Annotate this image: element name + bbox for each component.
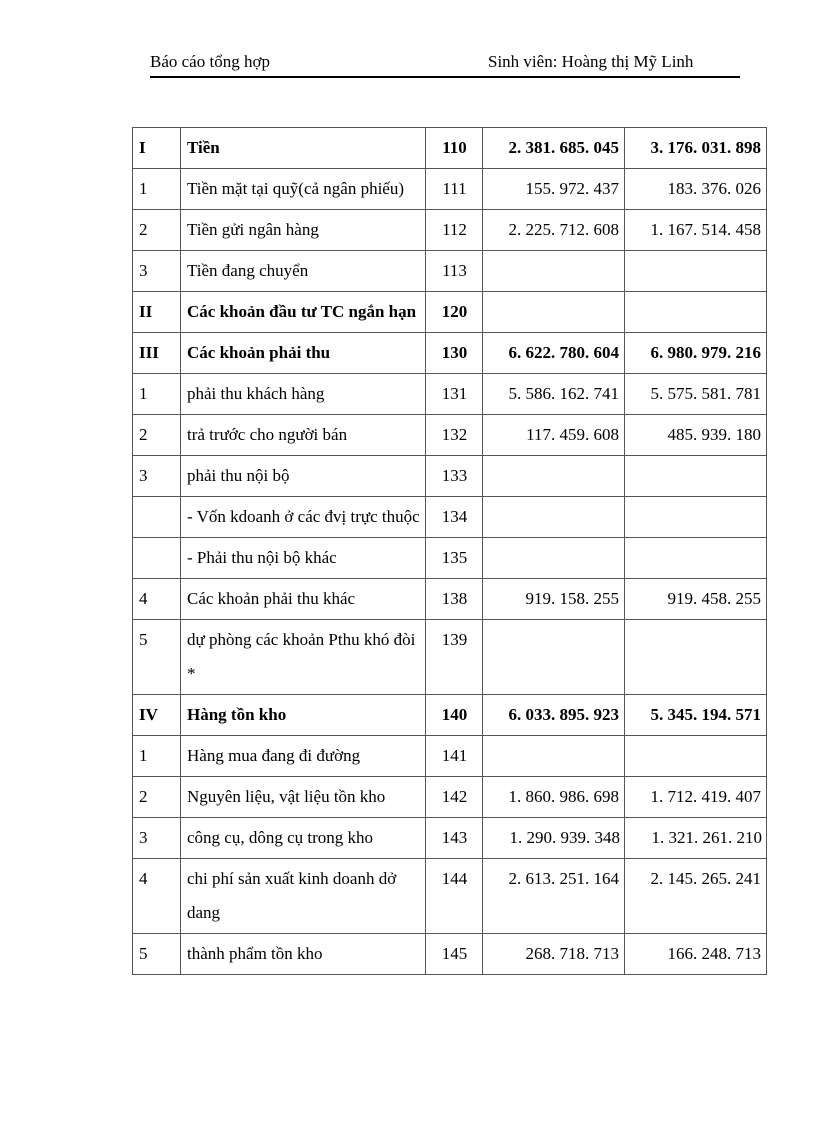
row-value-end xyxy=(625,736,767,777)
row-value-end xyxy=(625,251,767,292)
row-value-end: 1. 167. 514. 458 xyxy=(625,210,767,251)
row-number: 2 xyxy=(133,777,181,818)
row-value-start xyxy=(483,620,625,695)
row-number: 3 xyxy=(133,456,181,497)
row-value-end: 485. 939. 180 xyxy=(625,415,767,456)
row-value-start: 919. 158. 255 xyxy=(483,579,625,620)
row-value-end: 5. 575. 581. 781 xyxy=(625,374,767,415)
row-label: phải thu khách hàng xyxy=(181,374,426,415)
row-label: Hàng mua đang đi đường xyxy=(181,736,426,777)
row-number: III xyxy=(133,333,181,374)
table-row xyxy=(133,128,767,169)
row-code: 141 xyxy=(426,736,483,777)
row-value-end: 6. 980. 979. 216 xyxy=(625,333,767,374)
table-row xyxy=(133,934,767,975)
row-value-start xyxy=(483,292,625,333)
row-value-end xyxy=(625,497,767,538)
row-label: dự phòng các khoản Pthu khó đòi * xyxy=(181,620,426,695)
table-row xyxy=(133,695,767,736)
row-label: phải thu nội bộ xyxy=(181,456,426,497)
row-label: Nguyên liệu, vật liệu tồn kho xyxy=(181,777,426,818)
row-number: IV xyxy=(133,695,181,736)
row-value-start xyxy=(483,251,625,292)
row-label: công cụ, dông cụ trong kho xyxy=(181,818,426,859)
row-number: 5 xyxy=(133,620,181,695)
row-value-start xyxy=(483,538,625,579)
row-label: Tiền gửi ngân hàng xyxy=(181,210,426,251)
row-number: II xyxy=(133,292,181,333)
report-title: Báo cáo tổng hợp xyxy=(150,52,270,71)
row-value-start xyxy=(483,456,625,497)
row-code: 110 xyxy=(426,128,483,169)
row-value-start xyxy=(483,736,625,777)
row-value-end: 3. 176. 031. 898 xyxy=(625,128,767,169)
row-number: 1 xyxy=(133,169,181,210)
row-label: Tiền xyxy=(181,128,426,169)
row-value-start: 5. 586. 162. 741 xyxy=(483,374,625,415)
row-value-end: 5. 345. 194. 571 xyxy=(625,695,767,736)
row-code: 143 xyxy=(426,818,483,859)
row-value-start xyxy=(483,497,625,538)
row-value-start: 1. 860. 986. 698 xyxy=(483,777,625,818)
row-value-end: 2. 145. 265. 241 xyxy=(625,859,767,934)
row-value-end: 166. 248. 713 xyxy=(625,934,767,975)
table-row xyxy=(133,579,767,620)
balance-sheet-table xyxy=(132,127,767,975)
row-label: - Vốn kdoanh ở các đvị trực thuộc xyxy=(181,497,426,538)
row-code: 135 xyxy=(426,538,483,579)
row-value-end: 1. 321. 261. 210 xyxy=(625,818,767,859)
row-value-end xyxy=(625,456,767,497)
row-value-start: 6. 033. 895. 923 xyxy=(483,695,625,736)
row-value-end: 919. 458. 255 xyxy=(625,579,767,620)
row-label: - Phải thu nội bộ khác xyxy=(181,538,426,579)
row-code: 144 xyxy=(426,859,483,934)
row-number: 3 xyxy=(133,818,181,859)
table-row xyxy=(133,736,767,777)
row-code: 131 xyxy=(426,374,483,415)
row-value-start: 1. 290. 939. 348 xyxy=(483,818,625,859)
table-row xyxy=(133,497,767,538)
row-code: 140 xyxy=(426,695,483,736)
table-row xyxy=(133,538,767,579)
table-row xyxy=(133,251,767,292)
row-number: 3 xyxy=(133,251,181,292)
row-number: 4 xyxy=(133,579,181,620)
table-body xyxy=(133,128,767,975)
row-code: 120 xyxy=(426,292,483,333)
row-label: Hàng tồn kho xyxy=(181,695,426,736)
row-code: 132 xyxy=(426,415,483,456)
row-label: Tiền mặt tại quỹ(cả ngân phiếu) xyxy=(181,169,426,210)
row-value-end xyxy=(625,538,767,579)
row-code: 145 xyxy=(426,934,483,975)
row-code: 130 xyxy=(426,333,483,374)
row-label: Tiền đang chuyển xyxy=(181,251,426,292)
row-value-start: 6. 622. 780. 604 xyxy=(483,333,625,374)
row-code: 138 xyxy=(426,579,483,620)
row-number: 4 xyxy=(133,859,181,934)
table-row xyxy=(133,210,767,251)
table-row xyxy=(133,818,767,859)
row-value-start: 2. 225. 712. 608 xyxy=(483,210,625,251)
row-code: 142 xyxy=(426,777,483,818)
table-row xyxy=(133,456,767,497)
row-label: thành phẩm tồn kho xyxy=(181,934,426,975)
student-name: Sinh viên: Hoàng thị Mỹ Linh xyxy=(488,52,694,71)
row-code: 133 xyxy=(426,456,483,497)
row-number: 2 xyxy=(133,415,181,456)
row-value-start: 117. 459. 608 xyxy=(483,415,625,456)
row-value-start: 155. 972. 437 xyxy=(483,169,625,210)
row-value-start: 2. 613. 251. 164 xyxy=(483,859,625,934)
table-row xyxy=(133,292,767,333)
row-label: Các khoản phải thu khác xyxy=(181,579,426,620)
row-value-start: 2. 381. 685. 045 xyxy=(483,128,625,169)
row-label: Các khoản đầu tư TC ngắn hạn xyxy=(181,292,426,333)
row-code: 112 xyxy=(426,210,483,251)
table-row xyxy=(133,333,767,374)
row-code: 139 xyxy=(426,620,483,695)
table-row xyxy=(133,620,767,695)
row-number: 1 xyxy=(133,374,181,415)
row-value-end xyxy=(625,292,767,333)
row-value-end xyxy=(625,620,767,695)
row-number xyxy=(133,538,181,579)
table-row xyxy=(133,859,767,934)
table-row xyxy=(133,169,767,210)
row-number: 5 xyxy=(133,934,181,975)
row-number xyxy=(133,497,181,538)
row-value-start: 268. 718. 713 xyxy=(483,934,625,975)
row-label: chi phí sản xuất kinh doanh dở dang xyxy=(181,859,426,934)
row-number: I xyxy=(133,128,181,169)
row-code: 113 xyxy=(426,251,483,292)
table-row xyxy=(133,374,767,415)
table-row xyxy=(133,777,767,818)
row-value-end: 1. 712. 419. 407 xyxy=(625,777,767,818)
page-header xyxy=(150,52,740,78)
row-label: trả trước cho người bán xyxy=(181,415,426,456)
row-code: 111 xyxy=(426,169,483,210)
row-number: 2 xyxy=(133,210,181,251)
row-value-end: 183. 376. 026 xyxy=(625,169,767,210)
row-number: 1 xyxy=(133,736,181,777)
table-row xyxy=(133,415,767,456)
row-label: Các khoản phải thu xyxy=(181,333,426,374)
row-code: 134 xyxy=(426,497,483,538)
